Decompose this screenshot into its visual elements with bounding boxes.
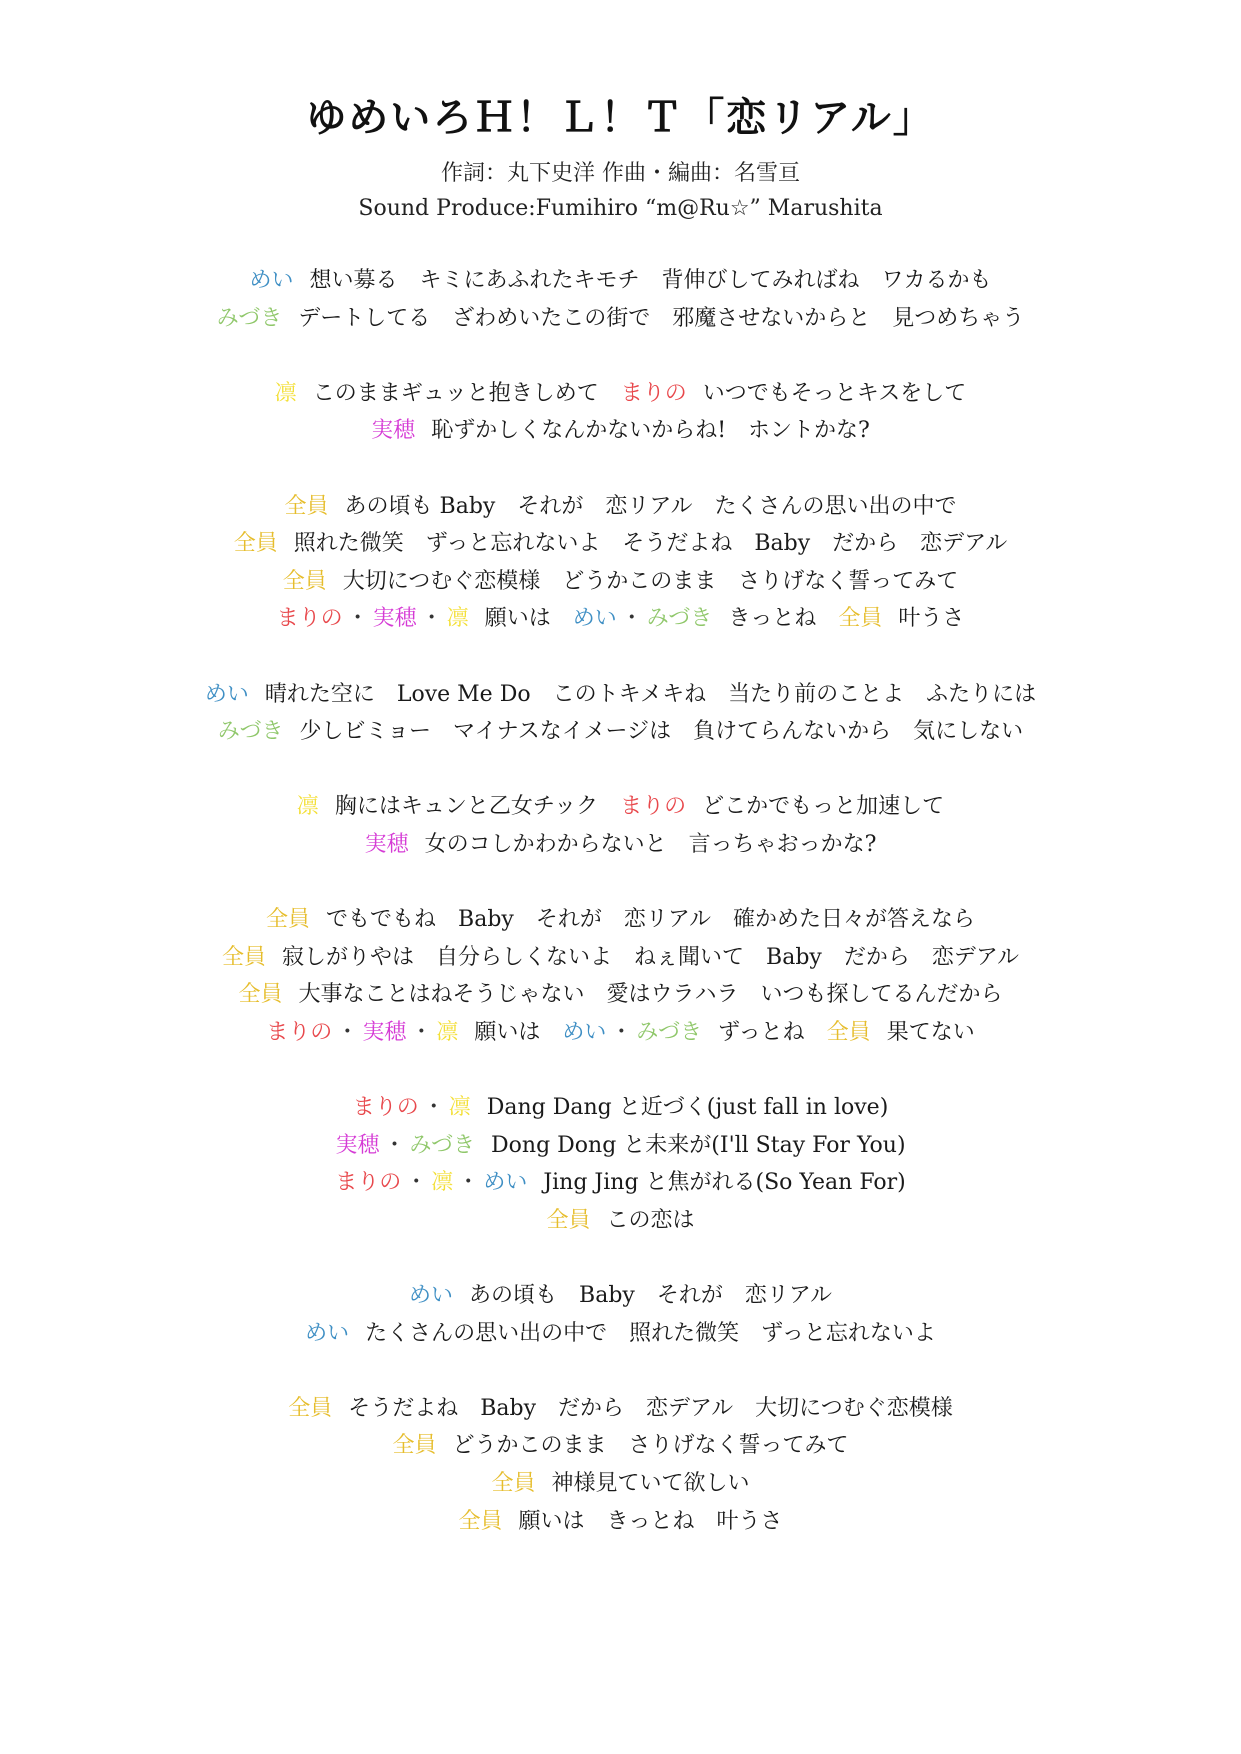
singer-label: 全員: [288, 1395, 333, 1421]
singer-label: 実穂: [364, 831, 409, 857]
singer-label: 実穂: [371, 418, 416, 444]
singer-label: 実穂: [362, 1019, 407, 1045]
song-title: ゆめいろＨ！Ｌ！Ｔ「恋リアル」: [306, 95, 935, 141]
singer-label: 全員: [838, 606, 883, 632]
lyrics-body: [0, 262, 1241, 1540]
lyric-line: [0, 300, 1241, 338]
lyric-line: [0, 1427, 1241, 1465]
singer-label: 凛: [296, 794, 319, 820]
singer-label: めい: [572, 606, 617, 632]
lyric-line: [0, 600, 1241, 638]
lyric-text: このままギュッと抱きしめて: [312, 380, 621, 406]
lyric-text: 胸にはキュンと乙女チック: [334, 794, 621, 820]
lyric-line: [0, 1277, 1241, 1315]
singer-label: 全員: [233, 531, 278, 557]
singer-label: めい: [409, 1283, 454, 1309]
singer-label: みづき: [646, 606, 713, 632]
singer-separator: ・: [610, 1019, 633, 1045]
singer-label: めい: [204, 681, 249, 707]
lyric-line: [0, 788, 1241, 826]
lyric-line: [0, 1390, 1241, 1428]
stanza-gap: [0, 751, 1241, 789]
lyric-line: [0, 1503, 1241, 1541]
lyric-text: そうだよね Baby だから 恋デアル 大切につむぐ恋模様: [348, 1395, 953, 1421]
stanza-gap: [0, 337, 1241, 375]
lyric-line: [0, 525, 1241, 563]
lyric-text: どうかこのまま さりげなく誓ってみて: [452, 1433, 849, 1459]
lyric-text: 大事なことはねそうじゃない 愛はウラハラ いつも探してるんだから: [298, 982, 1003, 1008]
singer-separator: ・: [457, 1170, 480, 1196]
lyric-line: [0, 1014, 1241, 1052]
lyric-line: [0, 826, 1241, 864]
lyric-text: 願いは: [474, 1019, 563, 1045]
singer-label: まりの: [335, 1170, 402, 1196]
songwriting-credits: 作詞：丸下史洋 作曲・編曲：名雪亘: [441, 161, 800, 186]
lyric-text: ずっとね: [717, 1019, 827, 1045]
singer-label: まりの: [266, 1019, 333, 1045]
lyric-line: [0, 676, 1241, 714]
lyric-line: [0, 901, 1241, 939]
lyric-text: この恋は: [606, 1207, 695, 1233]
singer-label: 凛: [431, 1170, 454, 1196]
singer-label: 全員: [491, 1471, 536, 1496]
lyric-text: 大切につむぐ恋模様 どうかこのまま さりげなく誓ってみて: [342, 568, 959, 594]
lyric-line: [0, 976, 1241, 1014]
stanza-gap: [0, 1051, 1241, 1089]
singer-label: みづき: [636, 1019, 702, 1045]
lyric-text: 女のコしかわからないと 言っちゃおっかな?: [424, 831, 877, 857]
singer-label: 全員: [282, 568, 327, 594]
lyric-line: [0, 375, 1241, 413]
singer-label: 凛: [274, 380, 297, 406]
singer-label: みづき: [409, 1132, 476, 1158]
lyric-text: Dang Dang と近づく(just fall in love): [486, 1095, 889, 1121]
stanza-gap: [0, 638, 1241, 676]
lyric-line: [0, 1164, 1241, 1202]
singer-label: 全員: [458, 1508, 503, 1534]
lyric-text: あの頃も Baby それが 恋リアル: [469, 1283, 832, 1309]
singer-separator: ・: [620, 606, 643, 632]
singer-label: みづき: [216, 305, 283, 331]
lyric-text: 果てない: [886, 1019, 975, 1045]
lyric-text: いつでもそっとキスをして: [702, 380, 967, 406]
singer-label: 全員: [266, 907, 311, 933]
singer-label: みづき: [217, 719, 284, 745]
lyric-text: きっとね: [728, 606, 839, 632]
singer-label: 全員: [284, 493, 329, 519]
lyric-text: 想い募る キミにあふれたキモチ 背伸びしてみればね ワカるかも: [309, 268, 992, 293]
singer-label: めい: [249, 268, 294, 293]
singer-label: 全員: [826, 1019, 871, 1045]
singer-separator: ・: [410, 1019, 433, 1045]
lyric-text: Dong Dong と未来が(I'll Stay For You): [491, 1132, 906, 1158]
singer-separator: ・: [420, 606, 443, 632]
lyric-line: [0, 262, 1241, 300]
lyric-text: 少しビミョー マイナスなイメージは 負けてらんないから 気にしない: [299, 719, 1024, 745]
lyric-text: 照れた微笑 ずっと忘れないよ そうだよね Baby だから 恋デアル: [293, 531, 1008, 557]
singer-separator: ・: [422, 1095, 445, 1121]
lyric-line: [0, 563, 1241, 601]
lyric-text: 恥ずかしくなんかないからね! ホントかな?: [431, 418, 870, 444]
singer-label: めい: [483, 1170, 528, 1196]
lyric-line: [0, 488, 1241, 526]
lyric-text: たくさんの思い出の中で 照れた微笑 ずっと忘れないよ: [365, 1320, 936, 1346]
singer-label: まりの: [620, 794, 687, 820]
lyric-text: 叶うさ: [898, 606, 965, 632]
singer-label: 凛: [446, 606, 469, 632]
singer-separator: ・: [383, 1132, 406, 1158]
singer-label: 実穂: [335, 1132, 380, 1158]
singer-label: 凛: [448, 1095, 471, 1121]
lyric-line: [0, 1127, 1241, 1165]
lyric-line: [0, 1465, 1241, 1503]
lyric-line: [0, 1089, 1241, 1127]
lyric-line: [0, 412, 1241, 450]
singer-separator: ・: [346, 606, 369, 632]
stanza-gap: [0, 1239, 1241, 1277]
lyric-text: どこかでもっと加速して: [702, 794, 945, 820]
stanza-gap: [0, 450, 1241, 488]
lyric-text: 神様見ていて欲しい: [551, 1471, 750, 1496]
lyric-line: [0, 1202, 1241, 1240]
stanza-gap: [0, 864, 1241, 902]
lyric-text: 願いは きっとね 叶うさ: [518, 1508, 783, 1534]
lyric-text: Jing Jing と焦がれる(So Yean For): [543, 1170, 906, 1196]
lyric-line: [0, 713, 1241, 751]
lyric-text: あの頃も Baby それが 恋リアル たくさんの思い出の中で: [344, 493, 957, 519]
singer-label: 全員: [222, 944, 267, 970]
singer-label: 全員: [546, 1207, 591, 1233]
singer-label: まりの: [352, 1095, 419, 1121]
singer-label: 全員: [238, 982, 283, 1008]
singer-label: 全員: [392, 1433, 437, 1459]
lyric-text: 寂しがりやは 自分らしくないよ ねぇ聞いて Baby だから 恋デアル: [282, 944, 1019, 970]
lyric-text: 願いは: [484, 606, 573, 632]
lyric-line: [0, 1315, 1241, 1353]
singer-label: 実穂: [372, 606, 417, 632]
singer-label: まりの: [276, 606, 343, 632]
lyric-line: [0, 939, 1241, 977]
singer-label: まりの: [620, 380, 687, 406]
sound-produce-credit: Sound Produce:Fumihiro “m@Ru☆” Marushita: [358, 196, 883, 221]
lyric-text: でもでもね Baby それが 恋リアル 確かめた日々が答えなら: [326, 907, 975, 933]
lyric-text: デートしてる ざわめいたこの街で 邪魔させないからと 見つめちゃう: [298, 305, 1025, 331]
singer-label: 凛: [436, 1019, 459, 1045]
stanza-gap: [0, 1352, 1241, 1390]
singer-label: めい: [562, 1019, 607, 1045]
singer-separator: ・: [336, 1019, 359, 1045]
singer-label: めい: [305, 1320, 350, 1346]
lyric-text: 晴れた空に Love Me Do このトキメキね 当たり前のことよ ふたりには: [264, 681, 1037, 707]
singer-separator: ・: [405, 1170, 428, 1196]
